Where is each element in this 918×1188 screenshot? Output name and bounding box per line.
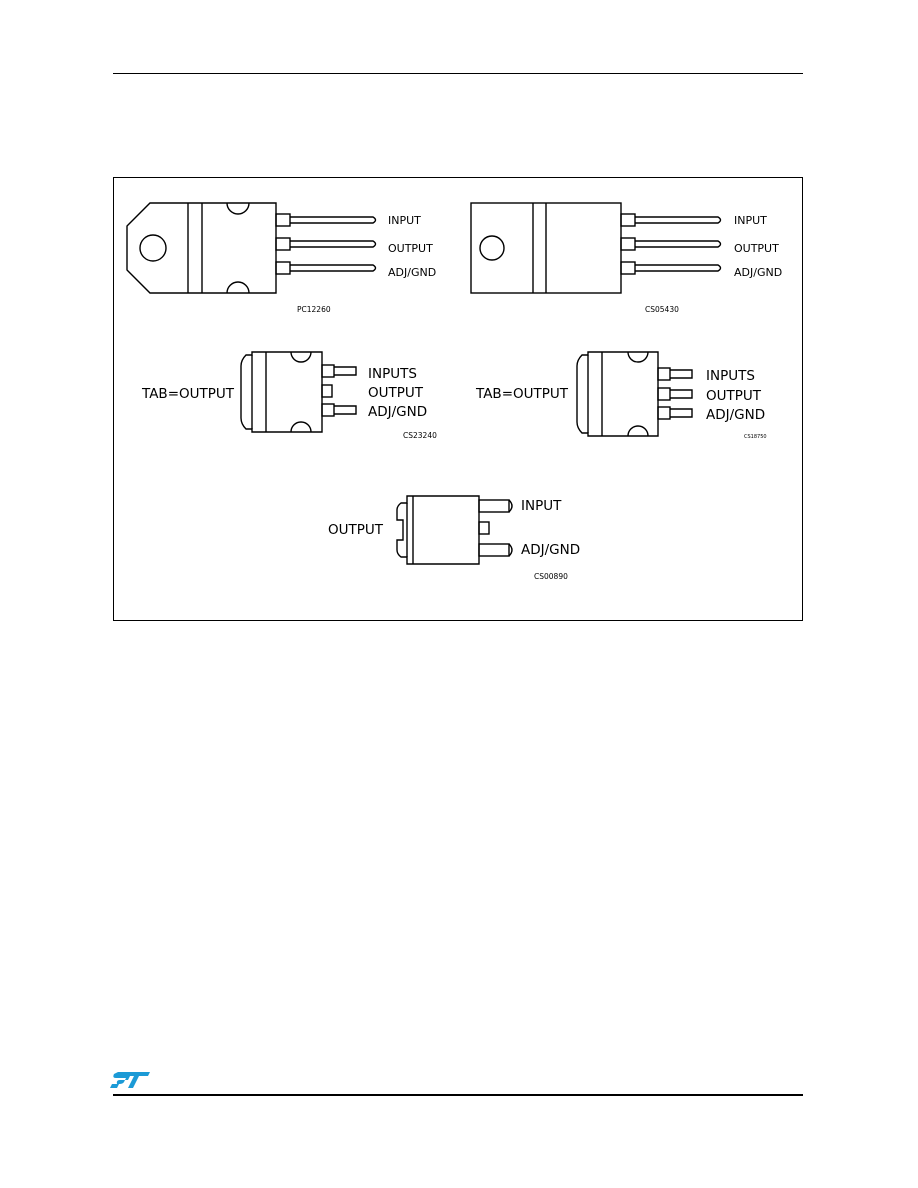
pin-label: INPUT [388,214,421,227]
pin-label: OUTPUT [368,385,424,401]
package-body [397,496,479,564]
pin-label: OUTPUT [388,242,433,255]
footer-rule [113,1094,803,1096]
pin-label: INPUT [734,214,767,227]
lead [635,241,721,247]
pin-label: OUTPUT [706,388,762,404]
lead [670,390,692,398]
pin-label: INPUTS [368,366,417,382]
package-body [577,352,658,436]
lead [334,367,356,375]
tab-label: TAB=OUTPUT [142,386,235,402]
package-code: CS00890 [534,572,568,581]
package-d2pak-right [475,352,767,440]
pin-label: OUTPUT [734,242,779,255]
package-code: PC12260 [297,305,331,314]
lead [334,406,356,414]
package-body [241,352,322,432]
pin-label: INPUT [521,498,562,514]
pin-label: ADJ/GND [521,542,581,558]
lead [670,409,692,417]
package-to220fp [471,203,782,314]
pin-label: INPUTS [706,368,755,384]
package-dpak [328,496,580,581]
lead [635,217,721,223]
package-to220 [127,203,436,314]
tab-label: TAB=OUTPUT [476,386,569,402]
tab-label: OUTPUT [328,522,384,538]
lead [290,217,376,223]
pin-label: ADJ/GND [706,407,766,423]
pin-label: ADJ/GND [734,266,783,279]
mounting-hole [140,235,166,261]
lead [290,265,376,271]
mounting-hole [480,236,504,260]
pin-label: ADJ/GND [368,404,428,420]
package-code: CS18750 [744,434,767,440]
pin-label: ADJ/GND [388,266,437,279]
lead [290,241,376,247]
lead [635,265,721,271]
lead [670,370,692,378]
package-code: CS05430 [645,305,679,314]
st-logo-icon [108,1066,152,1094]
package-d2pak-left [141,352,437,440]
package-code: CS23240 [403,431,437,440]
